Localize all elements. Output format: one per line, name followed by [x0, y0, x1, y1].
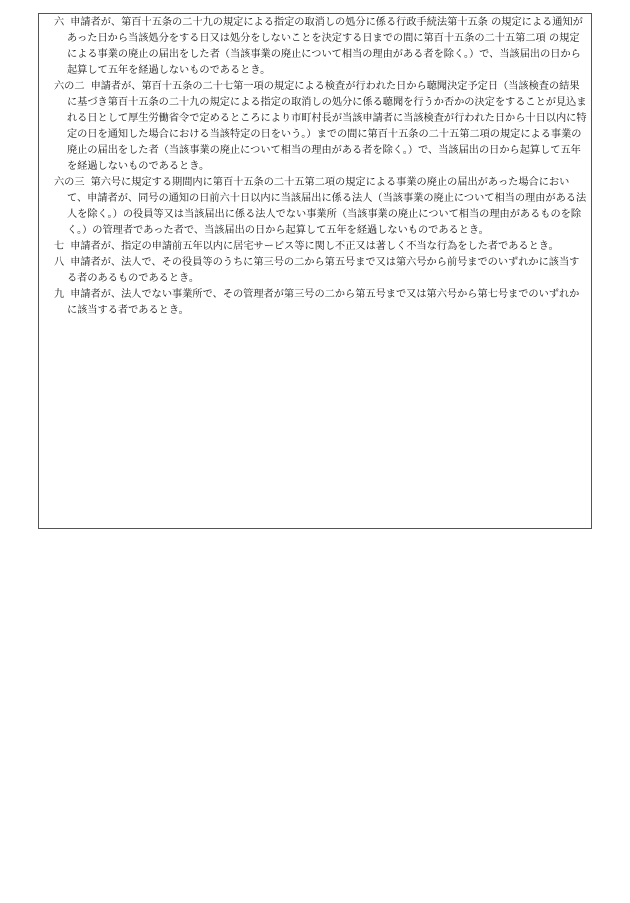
clause-text: 第六号に規定する期間内に第百十五条の二十五第二項の規定による事業の廃止の届出があった場合において、申請者が、同号の通知の日前六十日以内に当該届出に係る法人（当該事業の廃止について相当の理由がある法人を除く。）の役員等又は当該届出に係る法人でない事業所（当該事業の廃止について相当の理由があるものを除く。）の管理者であった者で、当該届出の日から起算して五年を経過しないものであるとき。: [67, 177, 587, 236]
clause-8: [54, 255, 588, 287]
clause-6: [54, 15, 588, 79]
clause-number: 七: [54, 241, 65, 252]
clause-text: 申請者が、第百十五条の二十七第一項の規定による検査が行われた日から聴聞決定予定日（当該検査の結果に基づき第百十五条の二十九の規定による指定の取消しの処分に係る聴聞を行うか否かの決定をすることが見込まれる日として厚生労働省令で定めるところにより市町村長が当該申請者に当該検査が行われた日から十日以内に特定の日を通知した場合における当該特定の日をいう。）までの間に第百十五条の二十五第二項の規定による事業の廃止の届出をした者（当該事業の廃止について相当の理由がある者を除く。）で、当該届出の日から起算して五年を経過しないものであるとき。: [67, 81, 587, 172]
clause-number: 六の二: [54, 81, 85, 92]
clause-number: 六: [54, 17, 65, 28]
clause-text: 申請者が、指定の申請前五年以内に居宅サービス等に関し不正又は著しく不当な行為をした者であるとき。: [70, 241, 559, 252]
clause-text: 申請者が、法人で、その役員等のうちに第三号の二から第五号まで又は第六号から前号までのいずれかに該当する者のあるものであるとき。: [67, 257, 580, 284]
clause-6-2: [54, 79, 588, 175]
clause-number: 八: [54, 257, 65, 268]
clause-number: 九: [54, 289, 65, 300]
clause-9: [54, 287, 588, 319]
clause-7: [54, 239, 588, 255]
clause-text: 申請者が、第百十五条の二十九の規定による指定の取消しの処分に係る行政手続法第十五条 の規定による通知があった日から当該処分をする日又は処分をしないことを決定する日までの間に第百十五条の二十五第二項 の規定による事業の廃止の届出をした者（当該事業の廃止について相当の理由がある者を除く。）で、当該届出の日から起算して五年を経過しないものであるとき。: [67, 17, 583, 76]
clause-6-3: [54, 175, 588, 239]
clause-list: [54, 15, 588, 319]
clause-number: 六の三: [54, 177, 85, 188]
clause-text: 申請者が、法人でない事業所で、その管理者が第三号の二から第五号まで又は第六号から第七号までのいずれかに該当する者であるとき。: [67, 289, 580, 316]
